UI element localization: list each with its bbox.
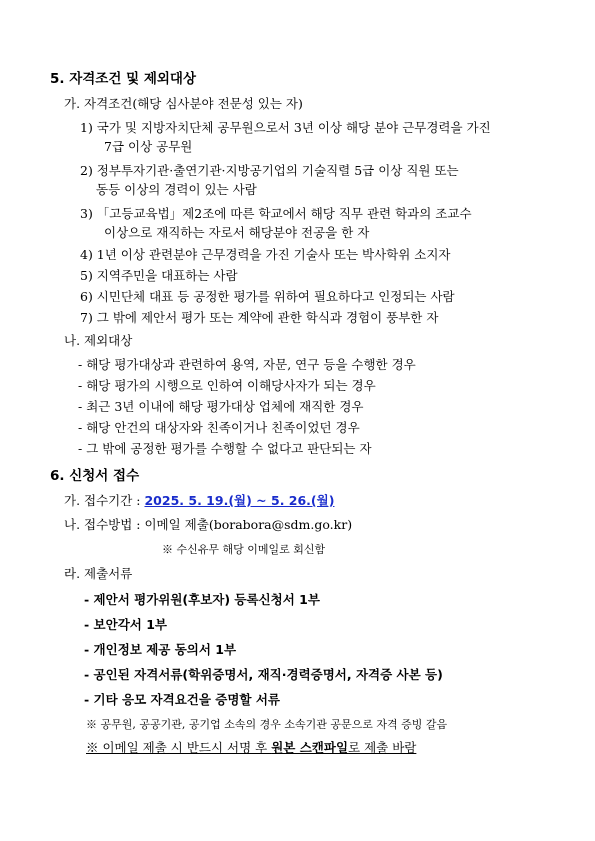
method-note: ※ 수신유무 해당 이메일로 회신함 (162, 543, 326, 556)
period-date: 2025. 5. 19.(월) ~ 5. 26.(월) (144, 493, 335, 508)
document-item: - 개인정보 제공 동의서 1부 (84, 642, 237, 657)
note-public-official: ※ 공무원, 공공기관, 공기업 소속의 경우 소속기관 공문으로 자격 증빙 갈음 (86, 718, 448, 731)
qualification-item: 1) 국가 및 지방자치단체 공무원으로서 3년 이상 해당 분야 근무경력을 가진 (80, 120, 491, 135)
exclusion-item: - 해당 안건의 대상자와 친족이거나 친족이었던 경우 (78, 420, 360, 435)
exclusion-item: - 그 밖에 공정한 평가를 수행할 수 없다고 판단되는 자 (78, 441, 372, 456)
exclusion-heading: 나. 제외대상 (64, 333, 133, 348)
section-5-title: 5. 자격조건 및 제외대상 (50, 71, 196, 87)
qualification-item-cont: 7급 이상 공무원 (104, 139, 193, 154)
document-item: - 기타 응모 자격요건을 증명할 서류 (84, 692, 280, 707)
documents-heading: 라. 제출서류 (64, 566, 133, 581)
exclusion-item: - 최근 3년 이내에 해당 평가대상 업체에 재직한 경우 (78, 399, 364, 414)
qualification-heading: 가. 자격조건(해당 심사분야 전문성 있는 자) (64, 96, 303, 111)
qualification-item: 7) 그 밖에 제안서 평가 또는 계약에 관한 학식과 경험이 풍부한 자 (80, 310, 439, 325)
document-item: - 보안각서 1부 (84, 617, 167, 632)
exclusion-item: - 해당 평가대상과 관련하여 용역, 자문, 연구 등을 수행한 경우 (78, 357, 416, 372)
note-email-prefix: ※ 이메일 제출 시 반드시 서명 후 (86, 740, 272, 755)
method-row: 나. 접수방법 : 이메일 제출(borabora@sdm.go.kr) (64, 517, 353, 532)
qualification-item-cont: 이상으로 재직하는 자로서 해당분야 전공을 한 자 (104, 225, 370, 240)
exclusion-item: - 해당 평가의 시행으로 인하여 이해당사자가 되는 경우 (78, 378, 376, 393)
qualification-item: 6) 시민단체 대표 등 공정한 평가를 위하여 필요하다고 인정되는 사람 (80, 289, 455, 304)
section-6-title: 6. 신청서 접수 (50, 468, 140, 484)
document-item: - 제안서 평가위원(후보자) 등록신청서 1부 (84, 592, 320, 607)
period-row (64, 492, 334, 510)
period-label: 가. 접수기간 : (64, 493, 145, 508)
note-email-suffix: 로 제출 바람 (348, 740, 417, 755)
note-email-scan (86, 739, 416, 757)
qualification-item: 4) 1년 이상 관련분야 근무경력을 가진 기술사 또는 박사학위 소지자 (80, 247, 451, 262)
document-item: - 공인된 자격서류(학위증명서, 재직·경력증명서, 자격증 사본 등) (84, 667, 443, 682)
qualification-item-cont: 동등 이상의 경력이 있는 사람 (96, 182, 257, 197)
qualification-item: 3) 「고등교육법」제2조에 따른 학교에서 해당 직무 관련 학과의 조교수 (80, 206, 472, 221)
note-email-bold: 원본 스캔파일 (271, 740, 349, 755)
qualification-item: 5) 지역주민을 대표하는 사람 (80, 268, 238, 283)
qualification-item: 2) 정부투자기관·출연기관·지방공기업의 기술직렬 5급 이상 직원 또는 (80, 163, 459, 178)
